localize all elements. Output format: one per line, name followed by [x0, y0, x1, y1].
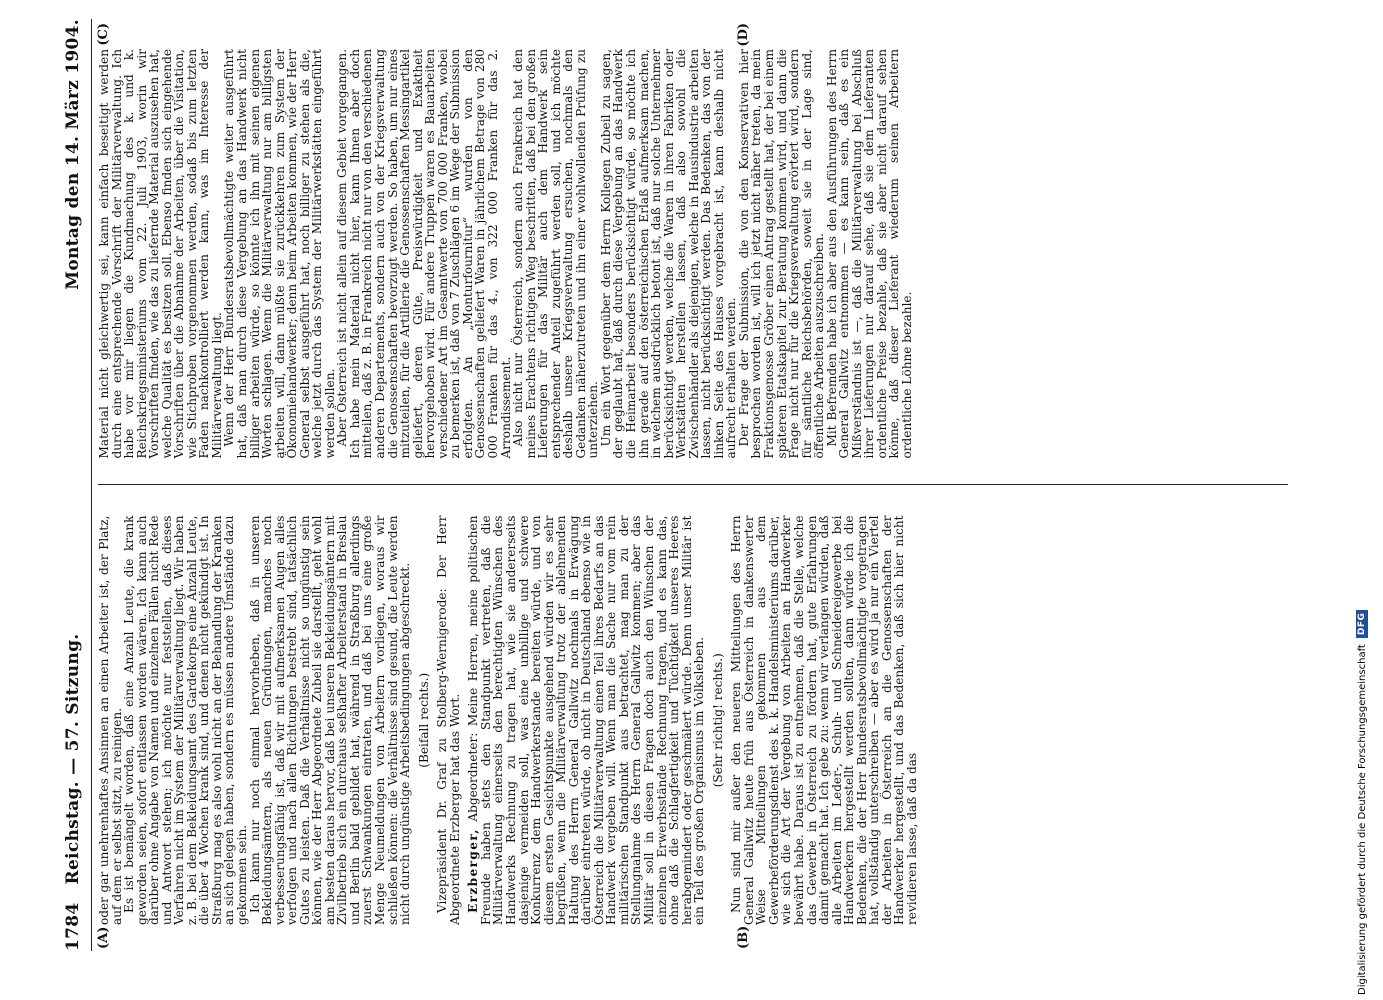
left-paragraph-3: Ich kann nur noch einmal hervorheben, daß in unseren Bekleidungsämtern, als neuen Gründungen, manches noch verbesserungsfähig ist, daß wir mit aufmerksamen Augen alles verfolgen und nach allen Richtungen bestrebt sind, tatsächlich Gutes zu leisten. Daß die Verhältnisse nicht so ungünstig sein können, wie der Herr Abgeordnete Zubeil sie darstellt, geht wohl am besten daraus hervor, daß bei unseren Bekleidungsämtern mit Zivilbetrieb sich ein durchaus seßhafter Arbeiterstand in Breslau und Berlin bald gebildet hat, während in Straßburg allerdings zuerst Schwankungen eintraten, und daß bei uns eine große Menge Neumeldungen von Arbeitern vorliegen, woraus wir schließen können: die Verhältnisse sind gesund, die Leute werden nicht durch ungünstige Arbeitsbedingungen abgeschreckt. — [247, 515, 413, 925]
left-paragraph-2: Es ist bemängelt worden, daß eine Anzahl Leute, die krank geworden seien, sofort entlassen worden wären. Ich kann auch darüber ohne Angabe von Namen und einzelnen Fällen nicht Rede und Antwort stehen; ich möchte nur feststellen, daß dieses Verfahren nicht im System der Militärverwaltung liegt. Wir haben z. B. bei dem Bekleidungsamt des Gardekorps eine Anzahl Leute, die über 4 Wochen krank sind, und denen nicht gekündigt ist. In Straßburg mag es also wohl nicht an der Behandlung der Kranken an sich gelegen haben, sondern es müssen andere Umstände dazu gekommen sein. — [122, 515, 250, 925]
page-header — [63, 19, 92, 951]
speaker-paragraph — [467, 516, 705, 926]
applause-note: (Beifall rechts.) — [416, 672, 431, 768]
vice-president-line: Vizepräsident Dr. Graf zu Stolberg-Wernigerode: Der Herr Abgeordnete Erzberger hat das Wort. — [435, 515, 462, 925]
right-paragraph-2: Wenn der Herr Bundesratsbevollmächtigte weiter ausgeführt hat, daß man durch diese Vergebung an das Handwerk nicht billiger arbeiten würde, so könnte ich ihn mit seinen eigenen Worten schlagen. Wenn die Militärverwaltung nur am billigsten arbeiten will, dann müßte sie zurückkehren zum System der Ökonomiehandwerker; denn beim Arbeiten kommen, wie der Herr General selbst ausgeführt hat, noch billiger zu stehen als die, welche jetzt durch das System der Militärwerkstätten eingeführt werden sollen. — [222, 49, 337, 459]
page-number: 1784 — [63, 902, 83, 951]
document-page — [8, 5, 1308, 965]
right-paragraph-4: Also nicht nur Österreich, sondern auch Frankreich hat den meines Erachtens richtigen Weg beschritten, daß bei den großen Lieferungen für das Militär auch dem Handwerk sein entsprechender Anteil zugeführt werden soll, und ich möchte deshalb unsere Kriegsverwaltung ersuchen, nochmals den Gedanken näherzutreten und ihn einer wohlwollenden Prüfung zu unterziehen. — [511, 49, 601, 459]
margin-marker-b: (B) — [736, 925, 751, 949]
left-paragraph-6: Nun sind mir außer den neueren Mitteilungen des Herrn General Gallwitz heute früh aus Österreich in dankenswerter Weise Mitteilungen gekommen aus dem Gewerbeförderungsdienst des k. k. Handelsministeriums darüber, wie sich die Art der Vergebung von Arbeiten an Handwerker bewährt habe. Daraus ist zu entnehmen, daß die Stelle, welche das Gewerbe in Österreich zu fördern hat, gute Erfahrungen damit gemacht hat. Ich gebe zu: wenn wir verlangen würden, daß alle Arbeiten im Leder-, Schuh- und Schneidereigewerbe bei Handwerkern hergestellt werden sollten, dann würde ich die Bedenken, die der Herr Bundesratsbevollmächtigte vorgetragen hat, vollständig unterschreiben — aber es wird ja nur ein Viertel der Arbeiten in Österreich an die Genossenschaften der Handwerker hergestellt, und das Bedenken, daß sich hier nicht revidieren lasse, daß da das — [729, 515, 919, 925]
margin-marker-a: (A) — [96, 926, 111, 949]
right-paragraph-3: Aber Österreich ist nicht allein auf diesem Gebiet vorgegangen. Ich habe mein Material nicht hier, kann Ihnen aber doch mitteilen, daß z. B. in Frankreich nicht nur von den verschiedenen anderen Departements, sondern auch von der Kriegsverwaltung die Genossenschaften bevorzugt werden. So haben, um nur eines mitzuteilen, für die Artillerie die Genossenschaften Messingartikel geliefert, deren Güte, Preiswürdigkeit und Exaktheit hervorgehoben wird. Für andere Truppen waren es Bauarbeiten verschiedener Art im Gesamtwerte von 700 000 Franken, wobei zu bemerken ist, daß von 7 Zuschlägen 6 im Wege der Submission erfolgten. An „Monturfournitur“ wurden von den Genossenschaften geliefert Waren in jährlichem Betrage von 280 000 Franken für das 4., von 322 000 Franken für das 2. Arrondissement. — [335, 49, 513, 459]
speaker-text: Abgeordneter: Meine Herren, meine politischen Freunde haben stets den Standpunkt vertreten, daß die Militärverwaltung einerseits den berechtigten Wünschen des Handwerks Rechnung zu tragen hat, wie sie andererseits dasjenige vermeiden soll, was eine unbillige und schwere Konkurrenz dem Handwerkerstande bereiten würde, und von diesem ersten Gesichtspunkte ausgehend würden wir es sehr begrüßen, wenn die Militärverwaltung trotz der ablehnenden Haltung des Herrn General Gallwitz nochmals in Erwägung darüber eintreten würde, ob nicht in Deutschland ebenso wie in Österreich die Militärverwaltung einen Teil ihres Bedarfs an das Handwerk vergeben will. Wenn man die Sache nur vom rein militärischen Standpunkt aus betrachtet, mag man zu der Stellungnahme des Herrn General Gallwitz kommen; aber das Militär soll in diesen Fragen doch auch den Wünschen der einzelnen Erwerbsstände Rechnung tragen, und es kann das, ohne daß die Schlagfertigkeit und Tüchtigkeit unseres Heeres herabgemindert oder geschmälert würde. Denn unser Militär ist ein Teil des großen Organismus im Volksleben. — [466, 515, 707, 925]
right-paragraph-7: Mit Befremden habe ich aber aus den Ausführungen des Herrn General Gallwitz entnommen — es kann sein, daß es ein Mißverständnis ist —, daß die Militärverwaltung bei Abschluß ihrer Lieferungen nur darauf sehe, daß sie dem Lieferanten ordentliche Preise bezahle, daß sie aber nicht darauf sehen könne, daß dieser Lieferant wiederum seinen Arbeitern ordentliche Löhne bezahle. — [824, 49, 914, 459]
header-right-title: Montag den 14. März 1904. — [63, 19, 83, 290]
digitization-credit — [1356, 610, 1368, 995]
margin-marker-c: (C) — [96, 23, 111, 46]
right-paragraph-1: Material nicht gleichwertig sei, kann einfach beseitigt werden durch eine entsprechende Vorschrift der Militärverwaltung. Ich habe vor mir liegen die Kundmachung des k. und k. Reichskriegsministeriums vom 22. Juli 1903, worin wir Vorschriften finden, wie das zu liefernde Material auszusehen hat, welche Qualität es besitzen soll. Ebenso finden sich eingehende Vorschriften über die Abnahme der Arbeiten, über die Visitation, wie Stichproben vorgenommen werden, sodaß bis zum letzten Faden nachkontrolliert werden kann, was im Interesse der Militärverwaltung liegt. — [97, 49, 224, 459]
right-column — [98, 19, 1288, 486]
left-paragraph-1: oder gar unehrenhaftes Ansinnen an einen Arbeiter ist, der Platz, auf dem er selbst sitzt, zu reinigen. — [97, 515, 124, 925]
speaker-name: Erzberger, — [466, 828, 481, 913]
right-paragraph-6: Der Frage der Submission, die von den Konservativen hier besprochen worden ist, will ich jetzt nicht näher treten, da mein Fraktionsgenosse Gröber einen Antrag gestellt hat, der bei einem späteren Etatskapitel zur Beratung kommen wird, und dann die Frage nicht nur für die Kriegsverwaltung erörtert wird, sondern für sämtliche Reichsbehörden, soweit sie in der Lage sind, öffentliche Arbeiten auszuschreiben. — [736, 49, 827, 459]
header-left-title: Reichstag. — 57. Sitzung. — [63, 633, 83, 885]
left-column — [98, 486, 1288, 952]
margin-marker-d: (D) — [736, 23, 751, 47]
text-columns — [98, 19, 1288, 951]
right-paragraph-5: Um ein Wort gegenüber dem Herrn Kollegen Zubeil zu sagen, der geglaubt hat, daß durch diese Vergebung an das Handwerk die Heimarbeit besonders berücksichtigt würde, so möchte ich ihn gerade auf den österreichischen Erlaß aufmerksam machen, in welchem ausdrücklich betont ist, daß nur solche Unternehmer berücksichtigt werden, welche die Waren in ihren Fabriken oder Werkstätten herstellen lassen, daß also sowohl die Zwischenhändler als diejenigen, welche in Hausindustrie arbeiten lassen, nicht berücksichtigt werden. Das Bedenken, das von der linken Seite des Hauses vorgebracht ist, kann deshalb nicht aufrecht erhalten werden. — [598, 49, 739, 459]
credit-text: Digitalisierung gefördert durch die Deutsche Forschungsgemeinschaft — [1356, 644, 1368, 995]
dfg-logo: DFG — [1356, 610, 1368, 639]
approval-note: (Sehr richtig! rechts.) — [710, 653, 725, 788]
